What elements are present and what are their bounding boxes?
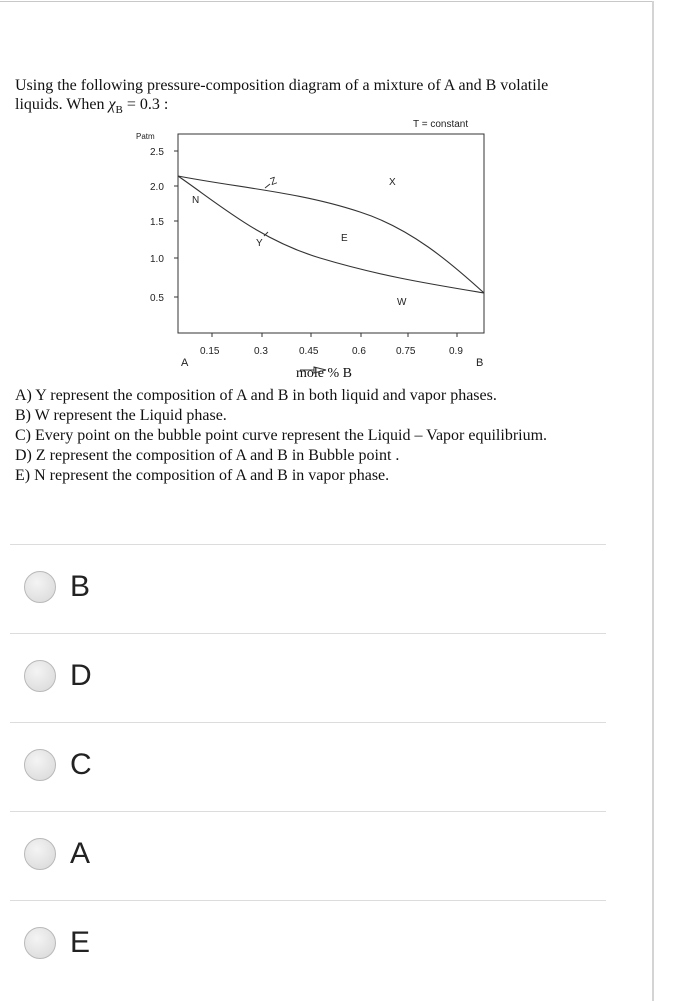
- question-line-2-prefix: liquids. When: [15, 96, 109, 113]
- statement-a: A) Y represent the composition of A and B in both liquid and vapor phases.: [15, 387, 497, 404]
- chi-subscript: B: [115, 104, 123, 117]
- point-e-label: E: [341, 233, 348, 244]
- statement-d: D) Z represent the composition of A and B in Bubble point .: [15, 447, 400, 464]
- choice-option[interactable]: [10, 633, 606, 722]
- diagram-svg: [0, 0, 684, 400]
- y-tick-label: 0.5: [150, 293, 164, 304]
- choice-option[interactable]: [10, 811, 606, 900]
- choice-option[interactable]: [10, 722, 606, 811]
- y-unit-label: Patm: [136, 132, 155, 141]
- point-x-label: X: [389, 177, 396, 188]
- x-axis-label-text: mole % B: [296, 366, 352, 381]
- z-marker: [265, 184, 270, 188]
- x-tick-label: 0.6: [352, 346, 366, 357]
- bubble-point-curve: [178, 176, 484, 293]
- x-tick-label: 0.9: [449, 346, 463, 357]
- arrow-icon: [300, 366, 330, 374]
- pressure-composition-diagram: [0, 0, 684, 400]
- choice-label[interactable]: E: [70, 926, 91, 959]
- point-y-label: Y: [256, 238, 263, 249]
- dew-point-curve: [178, 176, 484, 293]
- choice-label[interactable]: D: [70, 659, 92, 692]
- y-tick-label: 2.0: [150, 182, 164, 193]
- answer-choices: [10, 544, 606, 989]
- statement-list: [15, 386, 655, 486]
- choice-option[interactable]: [10, 544, 606, 633]
- component-a-label: A: [181, 357, 189, 369]
- chi-symbol: χ: [108, 96, 116, 113]
- choice-option[interactable]: [10, 900, 606, 989]
- statement-b: B) W represent the Liquid phase.: [15, 407, 227, 424]
- statement-c: C) Every point on the bubble point curve represent the Liquid – Vapor equilibrium.: [15, 427, 548, 444]
- y-tick-label: 1.0: [150, 254, 164, 265]
- radio-button[interactable]: [24, 749, 56, 781]
- x-axis-label: [296, 366, 352, 382]
- question-line-2-suffix: = 0.3 :: [122, 96, 169, 113]
- statement-e: E) N represent the composition of A and B in vapor phase.: [15, 467, 390, 484]
- x-tick-label: 0.45: [299, 346, 319, 357]
- radio-button[interactable]: [24, 927, 56, 959]
- question-line-1: Using the following pressure-composition diagram of a mixture of A and B volatile: [15, 77, 549, 94]
- x-tick-label: 0.75: [396, 346, 416, 357]
- choice-label[interactable]: C: [70, 748, 92, 781]
- radio-button[interactable]: [24, 838, 56, 870]
- choice-label[interactable]: A: [70, 837, 91, 870]
- point-z-label: Z: [268, 175, 279, 188]
- point-w-label: W: [397, 297, 407, 308]
- x-tick-label: 0.3: [254, 346, 268, 357]
- component-b-label: B: [476, 357, 484, 369]
- temperature-note: T = constant: [413, 119, 469, 130]
- radio-button[interactable]: [24, 571, 56, 603]
- plot-frame: [178, 134, 484, 333]
- y-tick-label: 2.5: [150, 147, 164, 158]
- radio-button[interactable]: [24, 660, 56, 692]
- choice-label[interactable]: B: [70, 570, 91, 603]
- x-tick-label: 0.15: [200, 346, 220, 357]
- point-n-label: N: [192, 195, 200, 206]
- y-tick-label: 1.5: [150, 217, 164, 228]
